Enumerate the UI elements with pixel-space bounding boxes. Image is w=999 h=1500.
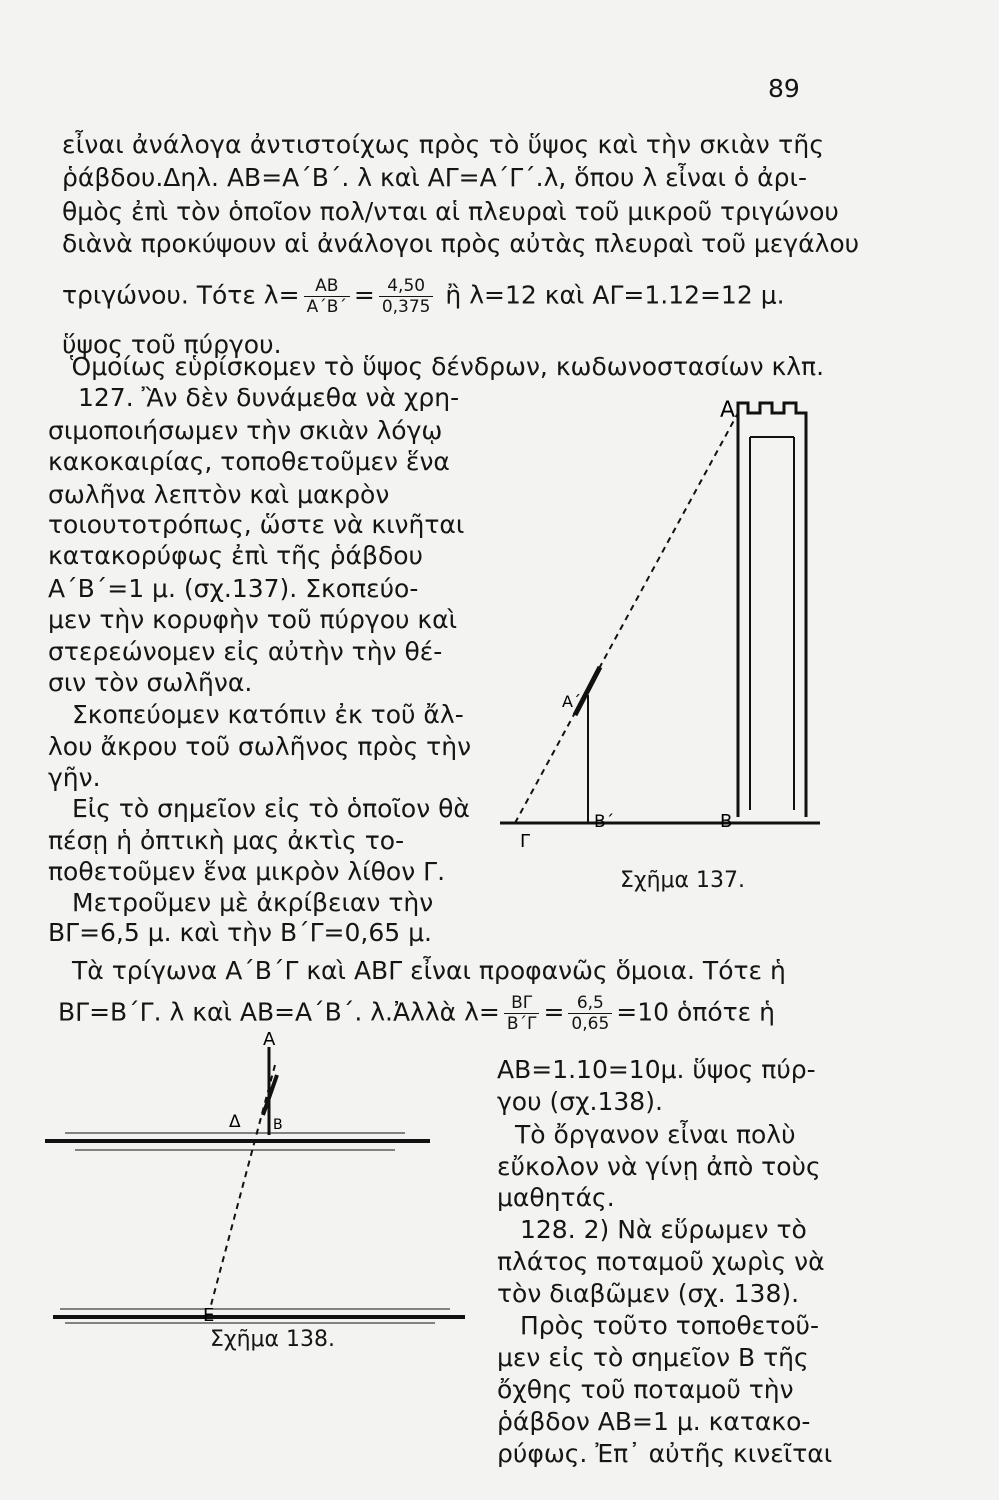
equation-1 — [62, 276, 785, 317]
figure-137-caption: Σχῆμα 137. — [620, 868, 746, 893]
text-line: ὄχθης τοῦ ποταμοῦ τὴν — [497, 1375, 794, 1404]
figure-138-river-diagram — [35, 1025, 475, 1325]
text-line: μεν τὴν κορυφὴν τοῦ πύργου καὶ — [48, 605, 458, 634]
fraction-denominator: 0,65 — [571, 1014, 610, 1034]
text-line: κατακορύφως ἐπὶ τῆς ῥάβδου — [48, 541, 423, 570]
label-d: Δ — [229, 1112, 241, 1132]
text-line: μαθητάς. — [497, 1183, 615, 1212]
text-line: Μετροῦμεν μὲ ἀκρίβειαν τὴν — [72, 888, 434, 917]
text-line: Εἰς τὸ σημεῖον εἰς τὸ ὁποῖον θὰ — [72, 794, 470, 823]
text-line: λου ἄκρου τοῦ σωλῆνος πρὸς τὴν — [48, 732, 472, 761]
section-127-heading: 127. Ἂν δὲν δυνάμεθα νὰ χρη- — [78, 383, 460, 412]
fraction-450-over-0375 — [379, 276, 434, 317]
fraction-denominator: Β΄Γ — [506, 1014, 537, 1034]
fraction-denominator: Α΄Β΄ — [306, 297, 347, 317]
sight-line — [515, 413, 738, 823]
sight-line — [211, 1065, 275, 1305]
text-line: ὕψος τοῦ πύργου. — [62, 330, 282, 359]
text-line: Τὰ τρίγωνα Α΄Β΄Γ καὶ ΑΒΓ εἶναι προφανῶς ὅμοια. Τότε ἡ — [72, 956, 786, 985]
equation-1-suffix: ἢ λ=12 καὶ ΑΓ=1.12=12 μ. — [437, 280, 785, 310]
fraction-ab-over-aprime-bprime — [304, 276, 350, 317]
fraction-numerator: 6,5 — [568, 993, 612, 1014]
figure-137-tower-diagram — [480, 395, 840, 865]
text-line: ποθετοῦμεν ἕνα μικρὸν λίθον Γ. — [48, 857, 446, 886]
text-line: τοιουτοτρόπως, ὥστε νὰ κινῆται — [48, 510, 465, 539]
equation-2-suffix: =10 ὁπότε ἡ — [616, 997, 775, 1027]
label-b-prime: Β΄ — [594, 812, 615, 832]
section-128-heading: 128. 2) Νὰ εὕρωμεν τὸ — [520, 1215, 807, 1244]
equals-sign: = — [353, 280, 375, 310]
label-b: Β — [273, 1117, 283, 1133]
text-line: σωλῆνα λεπτὸν καὶ μακρὸν — [48, 480, 390, 509]
fraction-65-over-065 — [568, 993, 612, 1034]
text-line: Πρὸς τοῦτο τοποθετοῦ- — [520, 1311, 820, 1340]
text-line: ρύφως. Ἐπ᾽ αὐτῆς κινεῖται — [497, 1439, 833, 1468]
text-line: γου (σχ.138). — [497, 1087, 663, 1116]
label-e: Ε — [203, 1305, 215, 1325]
equation-1-prefix: τριγώνου. Τότε λ= — [62, 280, 300, 310]
text-line: Α΄Β΄=1 μ. (σχ.137). Σκοπεύο- — [48, 574, 419, 603]
figure-138-caption: Σχῆμα 138. — [210, 1327, 336, 1352]
label-a-prime: Α΄ — [562, 692, 581, 711]
fraction-denominator: 0,375 — [381, 297, 431, 317]
equals-sign: = — [543, 997, 565, 1027]
fraction-numerator: 4,50 — [379, 276, 434, 297]
text-line: ῥάβδου.Δηλ. ΑΒ=Α΄Β΄. λ καὶ ΑΓ=Α΄Γ΄.λ, ὅπου λ εἶναι ὁ ἀρι- — [62, 163, 807, 192]
fraction-bg-over-bprime-g — [504, 993, 540, 1034]
label-b: Β — [720, 811, 733, 832]
page-number: 89 — [768, 74, 800, 103]
text-line: στερεώνομεν εἰς αὐτὴν τὴν θέ- — [48, 637, 443, 666]
label-a-top: Α — [720, 398, 736, 423]
text-line: μεν εἰς τὸ σημεῖον Β τῆς — [497, 1343, 809, 1372]
label-a: Α — [263, 1029, 276, 1050]
label-g: Γ — [520, 831, 531, 852]
tower-top-battlement — [738, 403, 806, 817]
text-line: εὔκολον νὰ γίνῃ ἀπὸ τοὺς — [497, 1152, 821, 1181]
text-line: σιν τὸν σωλῆνα. — [48, 668, 253, 697]
text-line: σιμοποιήσωμεν τὴν σκιὰν λόγῳ — [48, 416, 443, 445]
text-line: ΒΓ=6,5 μ. καὶ τὴν Β΄Γ=0,65 μ. — [48, 918, 432, 947]
text-line: Σκοπεύομεν κατόπιν ἐκ τοῦ ἄλ- — [72, 700, 464, 729]
equation-2-prefix: ΒΓ=Β΄Γ. λ καὶ ΑΒ=Α΄Β΄. λ.Ἀλλὰ λ= — [58, 997, 500, 1027]
text-line: πλάτος ποταμοῦ χωρὶς νὰ — [497, 1247, 825, 1276]
fraction-numerator: ΑΒ — [304, 276, 350, 297]
text-line: Τὸ ὄργανον εἶναι πολὺ — [515, 1120, 796, 1149]
fraction-numerator: ΒΓ — [504, 993, 540, 1014]
text-line: πέσῃ ἡ ὀπτικὴ μας ἀκτὶς το- — [48, 826, 405, 855]
text-line: Ὁμοίως εὑρίσκομεν τὸ ὕψος δένδρων, κωδωνοστασίων κλπ. — [70, 352, 825, 381]
text-line: γῆν. — [48, 763, 101, 792]
text-line: τὸν διαβῶμεν (σχ. 138). — [497, 1279, 800, 1308]
text-line: διὰνὰ προκύψουν αἱ ἀνάλογοι πρὸς αὐτὰς πλευραὶ τοῦ μεγάλου — [62, 229, 860, 258]
text-line: κακοκαιρίας, τοποθετοῦμεν ἕνα — [48, 447, 450, 476]
text-line: θμὸς ἐπὶ τὸν ὁποῖον πολ/νται αἱ πλευραὶ τοῦ μικροῦ τριγώνου — [62, 197, 839, 226]
text-line: ῥάβδον ΑΒ=1 μ. κατακο- — [497, 1407, 811, 1436]
text-line: ΑΒ=1.10=10μ. ὕψος πύρ- — [497, 1055, 816, 1084]
text-line: εἶναι ἀνάλογα ἀντιστοίχως πρὸς τὸ ὕψος καὶ τὴν σκιὰν τῆς — [62, 130, 825, 159]
